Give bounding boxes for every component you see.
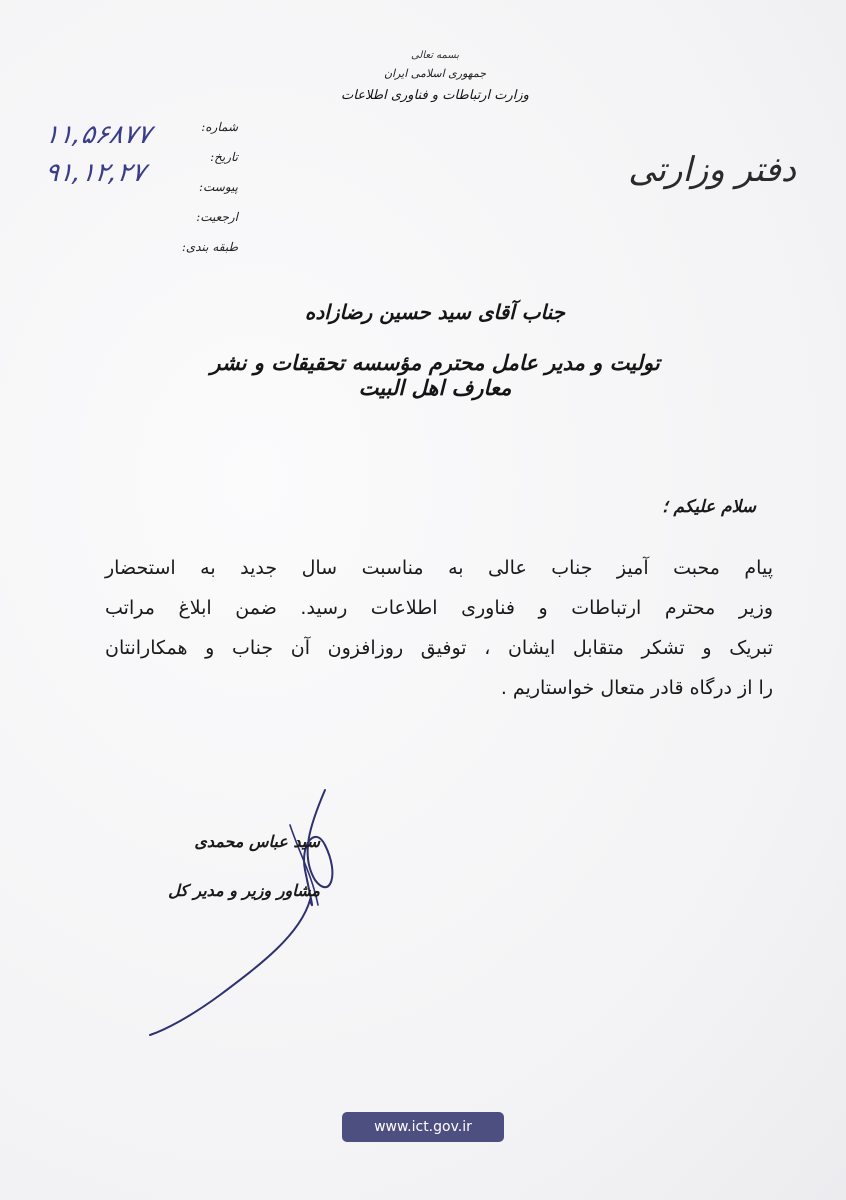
date-label: تاریخ: — [210, 150, 238, 164]
addressee-block — [200, 300, 670, 400]
addressee-name: جناب آقای سید حسین رضازاده — [304, 300, 566, 324]
letter-date-value: ۹۱,۱۲,۲۷ — [42, 158, 148, 188]
letterhead — [330, 50, 540, 103]
website-link[interactable]: www.ict.gov.ir — [374, 1119, 472, 1135]
letter-body — [105, 548, 773, 708]
body-line: را از درگاه قادر متعال خواستاریم . — [500, 677, 773, 699]
handwritten-signature — [140, 785, 360, 1045]
signatory-role: مشاور وزیر و مدیر کل — [168, 881, 320, 900]
body-line: پیام محبت آمیز جناب عالی به مناسبت سال جدید به استحضار — [105, 557, 773, 579]
classification-label: طبقه بندی: — [181, 240, 238, 254]
body-line: وزیر محترم ارتباطات و فناوری اطلاعات رسید. ضمن ابلاغ مراتب — [105, 597, 773, 619]
number-label: شماره: — [201, 120, 238, 134]
office-title: دفتر وزارتی — [628, 150, 796, 190]
body-line: تبریک و تشکر متقابل ایشان ، توفیق روزافزون آن جناب و همکارانتان — [105, 637, 773, 659]
signatory-name: سید عباس محمدی — [194, 832, 320, 851]
website-footer — [342, 1112, 504, 1142]
attachment-label: پیوست: — [198, 180, 238, 194]
salutation: سلام علیکم ؛ — [662, 497, 756, 517]
ministry-name: وزارت ارتباطات و فناوری اطلاعات — [341, 88, 529, 103]
letter-number-value: ۱۱,۵۶۸۷۷ — [42, 120, 154, 150]
country-name: جمهوری اسلامی ایران — [383, 67, 487, 80]
signature-block — [150, 832, 320, 900]
addressee-title: تولیت و مدیر عامل محترم مؤسسه تحقیقات و نشر معارف اهل البیت — [210, 350, 660, 400]
letter-meta — [178, 120, 238, 270]
reference-label: ارجعیت: — [196, 210, 238, 224]
basmala: بسمه تعالی — [410, 50, 460, 61]
